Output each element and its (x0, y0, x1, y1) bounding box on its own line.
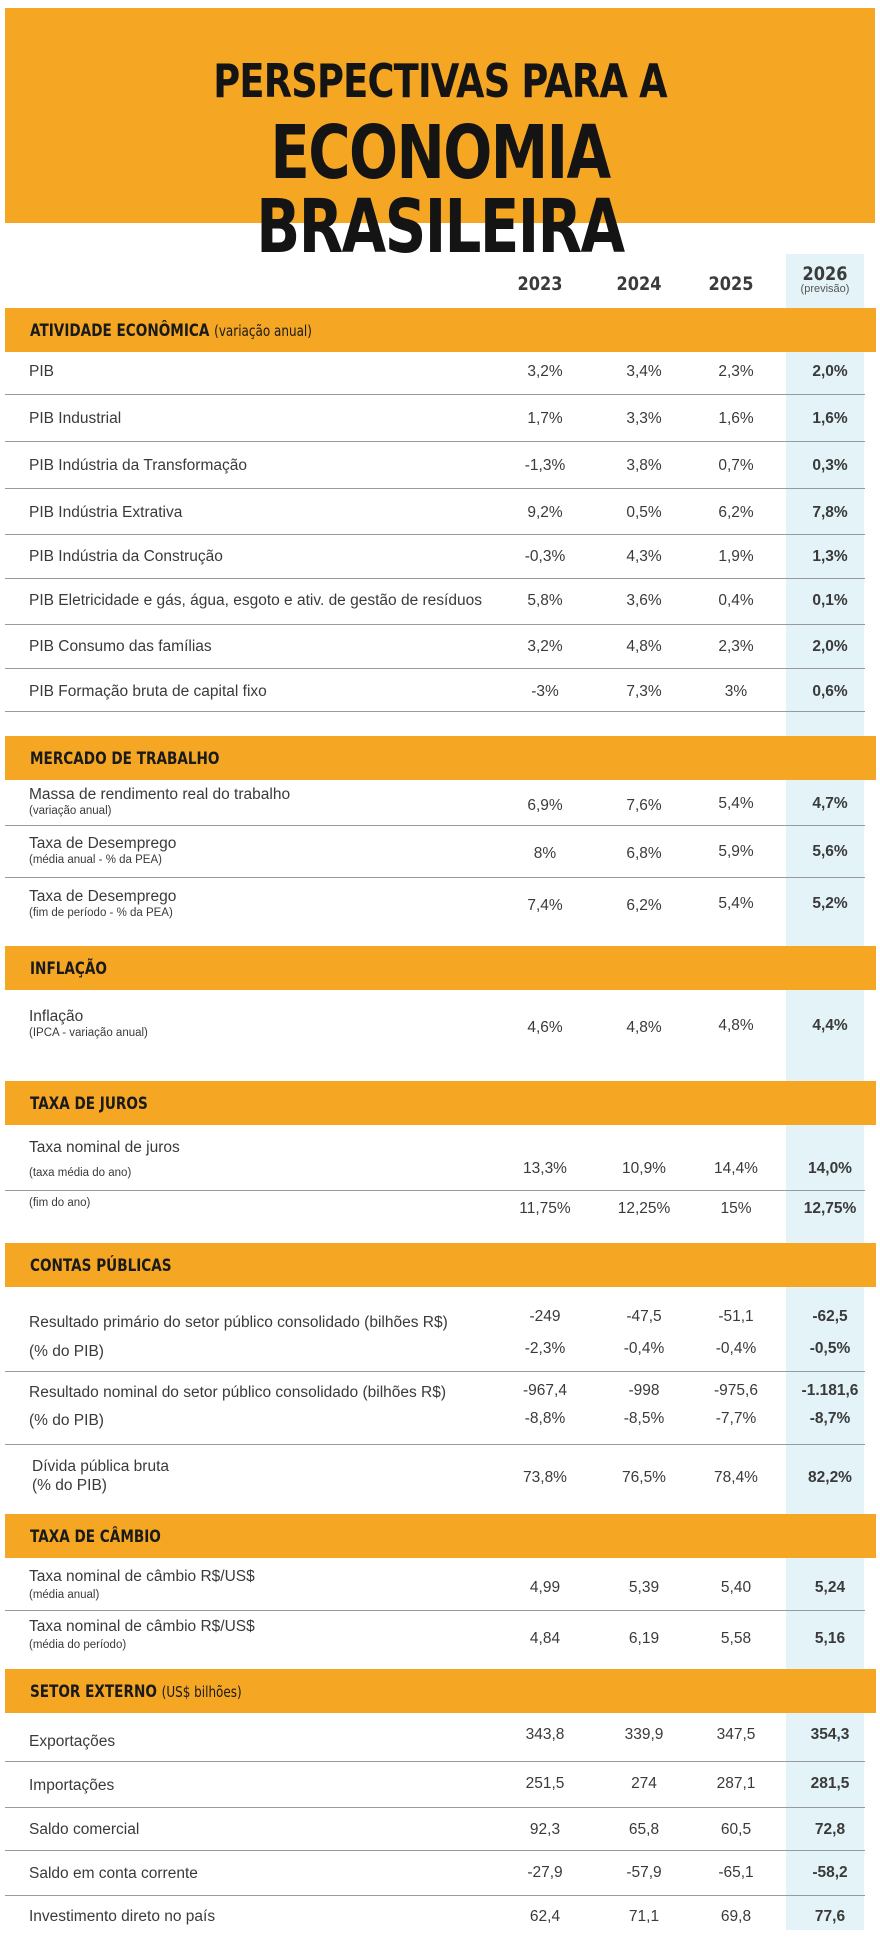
row-label: PIB (29, 363, 54, 380)
table-row (5, 1558, 865, 1611)
row-label: Massa de rendimento real do trabalho (29, 786, 291, 803)
value-2023: -27,9 (527, 1864, 563, 1881)
value-2024: 6,19 (628, 1630, 660, 1647)
value-2023: 4,84 (529, 1630, 561, 1647)
value-2024: 65,8 (628, 1821, 660, 1838)
row-label: PIB Indústria da Transformação (29, 457, 247, 474)
value-2024: 0,5% (626, 504, 662, 521)
value-2024: 71,1 (628, 1908, 660, 1925)
row-note: (média anual) (29, 1589, 100, 1601)
value-2024: 4,3% (626, 548, 662, 565)
value-2023: -0,3% (524, 548, 566, 565)
year-2024-header: 2024 (616, 273, 662, 295)
value-2023: 9,2% (527, 504, 563, 521)
row-label: Inflação (29, 1008, 84, 1025)
value-2024: 12,25% (617, 1200, 671, 1217)
row-label: Importações (29, 1777, 115, 1794)
section-title: CONTAS PÚBLICAS (30, 1256, 172, 1276)
value-2023: 92,3 (529, 1821, 561, 1838)
section-mercado-de-trabalho (5, 736, 876, 780)
value-2023: 251,5 (525, 1775, 565, 1792)
value-2025: -65,1 (718, 1864, 754, 1881)
value-2025: -975,6 (714, 1382, 758, 1399)
table-row (5, 1287, 865, 1372)
row-note: (média anual - % da PEA) (29, 854, 162, 866)
value-2026: 77,6 (814, 1908, 846, 1925)
value-2026: -58,2 (812, 1864, 848, 1881)
section-inflacao (5, 946, 876, 990)
value-2023: 343,8 (525, 1726, 565, 1743)
value-2026: 5,6% (812, 843, 848, 860)
value-2023: -8,8% (524, 1410, 566, 1427)
value-2025: 5,40 (720, 1579, 752, 1596)
value-2026: 5,24 (814, 1579, 846, 1596)
value-2024: 3,6% (626, 592, 662, 609)
row-label: Taxa de Desemprego (29, 888, 177, 905)
value-2026: -0,5% (809, 1340, 851, 1357)
row-label: Taxa nominal de juros (29, 1139, 180, 1156)
value-2024: -57,9 (626, 1864, 662, 1881)
value-2025: 69,8 (720, 1908, 752, 1925)
value-2025: 2,3% (718, 638, 754, 655)
value-2025: 78,4% (714, 1469, 758, 1486)
value-2026: -8,7% (809, 1410, 851, 1427)
row-label: Resultado nominal do setor público consolidado (bilhões R$) (29, 1384, 447, 1401)
row-note: (fim do ano) (29, 1197, 91, 1209)
value-2026: 2,0% (812, 638, 848, 655)
value-2023: 4,99 (529, 1579, 561, 1596)
value-2023: 3,2% (527, 638, 563, 655)
value-2024: 10,9% (622, 1160, 666, 1177)
value-2023: 13,3% (523, 1160, 567, 1177)
row-note: (média do período) (29, 1639, 127, 1651)
value-2025: 347,5 (716, 1726, 756, 1743)
header-title-line1: PERSPECTIVAS PARA A (213, 54, 667, 108)
row-label-percent-pib: (% do PIB) (29, 1343, 104, 1360)
row-note: (IPCA - variação anual) (29, 1027, 148, 1039)
value-2026: -62,5 (812, 1308, 848, 1325)
value-2024: 4,8% (626, 638, 662, 655)
table-row (5, 535, 865, 579)
value-2024: 3,8% (626, 457, 662, 474)
section-atividade-economica (5, 308, 876, 352)
section-contas-publicas (5, 1243, 876, 1287)
value-2023: 5,8% (527, 592, 563, 609)
value-2024: 7,3% (626, 683, 662, 700)
value-2023: -1,3% (524, 457, 566, 474)
table-row (5, 625, 865, 669)
value-2024: 4,8% (626, 1019, 662, 1036)
value-2025: 5,58 (720, 1630, 752, 1647)
value-2023: 4,6% (527, 1019, 563, 1036)
section-taxa-de-juros (5, 1081, 876, 1125)
value-2026: -1.181,6 (801, 1382, 859, 1399)
value-2026: 281,5 (810, 1775, 850, 1792)
value-2025: 4,8% (718, 1017, 754, 1034)
value-2026: 0,3% (812, 457, 848, 474)
value-2024: 3,3% (626, 410, 662, 427)
table-row (5, 1896, 865, 1936)
value-2026: 7,8% (812, 504, 848, 521)
value-2026: 82,2% (808, 1469, 852, 1486)
value-2024: 6,8% (626, 845, 662, 862)
section-title: ATIVIDADE ECONÔMICA (30, 321, 210, 341)
row-label: Taxa nominal de câmbio R$/US$ (29, 1568, 255, 1585)
year-2026-note: (previsão) (800, 283, 850, 295)
value-2026: 5,2% (812, 895, 848, 912)
value-2024: 5,39 (628, 1579, 660, 1596)
table-row (5, 395, 865, 442)
row-label-percent-pib: (% do PIB) (29, 1412, 104, 1429)
value-2024: 7,6% (626, 797, 662, 814)
row-note: (taxa média do ano) (29, 1167, 132, 1179)
value-2026: 354,3 (810, 1726, 850, 1743)
value-2024: 339,9 (624, 1726, 664, 1743)
value-2025: 15% (720, 1200, 752, 1217)
row-note: (variação anual) (29, 805, 112, 817)
value-2023: 11,75% (519, 1200, 571, 1217)
value-2025: 1,6% (718, 410, 754, 427)
value-2023: 62,4 (529, 1908, 561, 1925)
value-2024: -0,4% (623, 1340, 665, 1357)
value-2026: 5,16 (814, 1630, 846, 1647)
value-2025: -0,4% (715, 1340, 757, 1357)
table-row (5, 1851, 865, 1896)
section-taxa-de-cambio (5, 1514, 876, 1558)
value-2026: 14,0% (808, 1160, 852, 1177)
value-2026: 0,6% (812, 683, 848, 700)
value-2025: 2,3% (718, 363, 754, 380)
table-row (5, 352, 865, 395)
value-2023: -3% (531, 683, 559, 700)
table-row (5, 826, 865, 878)
value-2024: -8,5% (623, 1410, 665, 1427)
row-label: PIB Industrial (29, 410, 122, 427)
row-label: Taxa de Desemprego (29, 835, 177, 852)
value-2024: -47,5 (626, 1308, 662, 1325)
value-2025: 14,4% (714, 1160, 758, 1177)
value-2025: 5,4% (718, 895, 754, 912)
table-row (5, 489, 865, 535)
value-2026: 1,3% (812, 548, 848, 565)
value-2023: 3,2% (527, 363, 563, 380)
value-2026: 72,8 (814, 1821, 846, 1838)
value-2025: 6,2% (718, 504, 754, 521)
value-2026: 4,7% (812, 795, 848, 812)
table-row (5, 1808, 865, 1851)
value-2026: 12,75% (803, 1200, 857, 1217)
table-row (5, 1611, 865, 1667)
year-2026-header: 2026 (802, 263, 848, 285)
section-subtitle: (US$ bilhões) (161, 1683, 242, 1701)
table-row (5, 579, 865, 625)
value-2026: 4,4% (812, 1017, 848, 1034)
value-2026: 1,6% (812, 410, 848, 427)
value-2025: 0,7% (718, 457, 754, 474)
row-label: Investimento direto no país (29, 1908, 216, 1925)
section-title: TAXA DE CÂMBIO (30, 1527, 161, 1547)
table-row (5, 990, 865, 1080)
table-row (5, 1372, 865, 1445)
value-2025: 3% (724, 683, 748, 700)
value-2025: 0,4% (718, 592, 754, 609)
table-row (5, 1125, 865, 1191)
row-label: Taxa nominal de câmbio R$/US$ (29, 1618, 255, 1635)
section-title: SETOR EXTERNO (30, 1682, 157, 1702)
table-row (5, 669, 865, 712)
section-setor-externo (5, 1669, 876, 1713)
header-banner (5, 8, 875, 270)
value-2026: 0,1% (812, 592, 848, 609)
section-subtitle: (variação anual) (214, 322, 312, 340)
value-2025: -7,7% (715, 1410, 757, 1427)
row-label: PIB Indústria Extrativa (29, 504, 183, 521)
row-note: (fim de período - % da PEA) (29, 907, 173, 919)
value-2023: 73,8% (523, 1469, 567, 1486)
value-2026: 2,0% (812, 363, 848, 380)
row-label: Exportações (29, 1733, 116, 1750)
value-2025: 1,9% (718, 548, 754, 565)
table-row (5, 1445, 865, 1513)
year-2023-header: 2023 (517, 273, 563, 295)
section-title: MERCADO DE TRABALHO (30, 749, 220, 769)
value-2023: -2,3% (524, 1340, 566, 1357)
table-row (5, 1762, 865, 1808)
section-title: TAXA DE JUROS (30, 1094, 148, 1114)
value-2023: -249 (529, 1308, 561, 1325)
value-2024: 76,5% (622, 1469, 666, 1486)
value-2023: 8% (533, 845, 557, 862)
table-row (5, 442, 865, 489)
row-label: Saldo comercial (29, 1821, 140, 1838)
table-row (5, 1191, 865, 1241)
section-title: INFLAÇÃO (30, 959, 107, 979)
value-2025: 287,1 (716, 1775, 756, 1792)
value-2025: 5,4% (718, 795, 754, 812)
value-2024: 274 (631, 1775, 657, 1792)
value-2025: 60,5 (720, 1821, 752, 1838)
row-label: PIB Consumo das famílias (29, 638, 212, 655)
table-row (5, 1713, 865, 1762)
value-2023: 7,4% (527, 897, 563, 914)
value-2024: 3,4% (626, 363, 662, 380)
value-2025: -51,1 (718, 1308, 754, 1325)
table-row (5, 878, 865, 938)
row-label-percent-pib: (% do PIB) (32, 1477, 107, 1494)
value-2024: -998 (628, 1382, 660, 1399)
row-label: PIB Formação bruta de capital fixo (29, 683, 267, 700)
value-2023: -967,4 (523, 1382, 567, 1399)
table-row (5, 780, 865, 826)
row-label: Dívida pública bruta (32, 1458, 169, 1475)
value-2024: 6,2% (626, 897, 662, 914)
value-2023: 6,9% (527, 797, 563, 814)
row-label: Saldo em conta corrente (29, 1865, 198, 1882)
row-label: Resultado primário do setor público consolidado (bilhões R$) (29, 1314, 448, 1331)
row-label: PIB Eletricidade e gás, água, esgoto e ativ. de gestão de resíduos (29, 592, 482, 609)
value-2025: 5,9% (718, 843, 754, 860)
header-title-line2: ECONOMIA BRASILEIRA (256, 110, 624, 270)
year-2025-header: 2025 (708, 273, 754, 295)
value-2023: 1,7% (527, 410, 563, 427)
row-label: PIB Indústria da Construção (29, 548, 223, 565)
